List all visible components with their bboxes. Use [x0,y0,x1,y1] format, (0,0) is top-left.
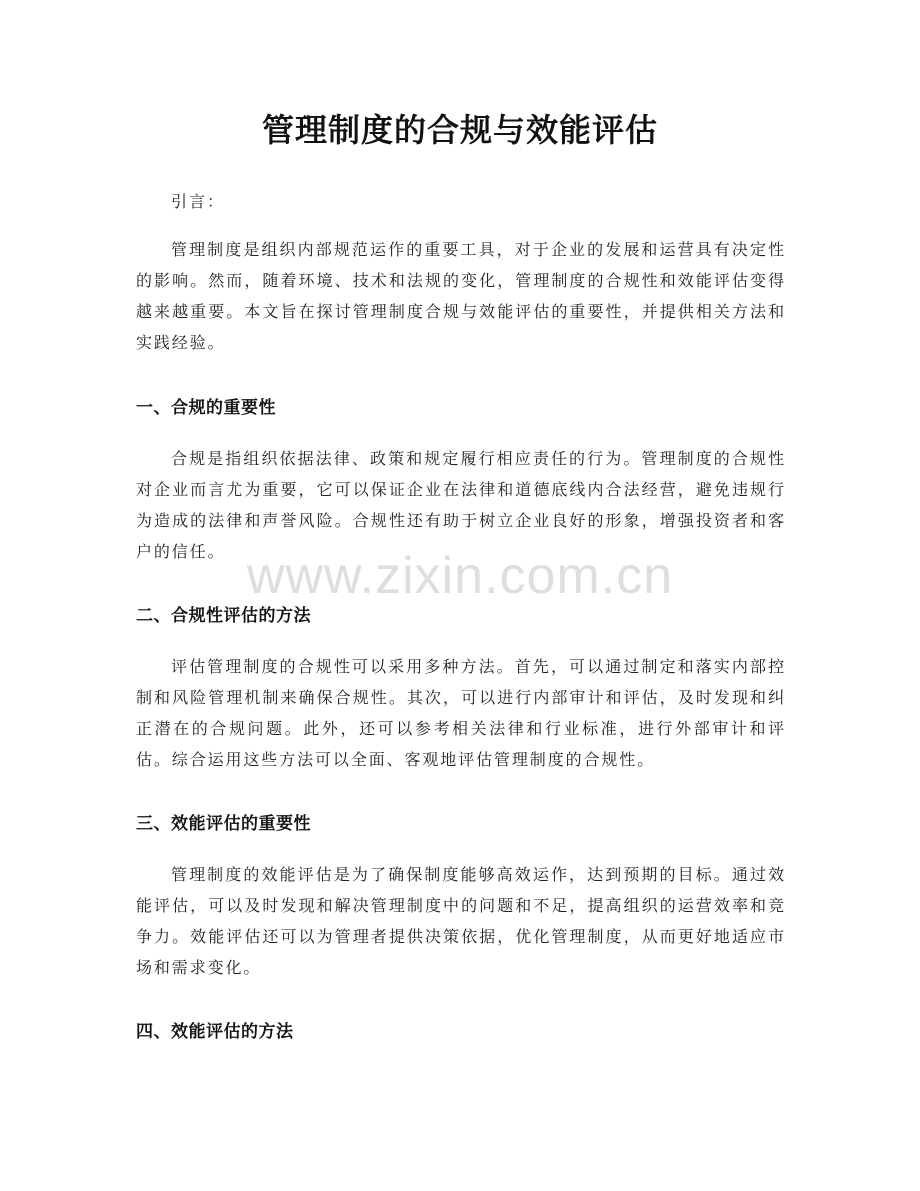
intro-label: 引言： [171,192,226,211]
section-paragraph-1: 合规是指组织依据法律、政策和规定履行相应责任的行为。管理制度的合规性对企业而言尤为重要，它可以保证企业在法律和道德底线内合法经营，避免违规行为造成的法律和声誉风险。合规性还有助于树立企业良好的形象，增强投资者和客户的信任。 [136,449,786,561]
section-paragraph-3: 管理制度的效能评估是为了确保制度能够高效运作，达到预期的目标。通过效能评估，可以及时发现和解决管理制度中的问题和不足，提高组织的运营效率和竞争力。效能评估还可以为管理者提供决策依据，优化管理制度，从而更好地适应市场和需求变化。 [136,865,786,977]
watermark-text: www.zixin.com.cn [246,547,674,605]
section-heading-3: 三、效能评估的重要性 [136,814,311,834]
section-paragraph-2: 评估管理制度的合规性可以采用多种方法。首先，可以通过制定和落实内部控制和风险管理机制来确保合规性。其次，可以进行内部审计和评估，及时发现和纠正潜在的合规问题。此外，还可以参考相关法律和行业标准，进行外部审计和评估。综合运用这些方法可以全面、客观地评估管理制度的合规性。 [136,657,786,769]
section-heading-4: 四、效能评估的方法 [136,1022,294,1042]
section-heading-2: 二、合规性评估的方法 [136,606,311,626]
intro-paragraph: 管理制度是组织内部规范运作的重要工具，对于企业的发展和运营具有决定性的影响。然而，随着环境、技术和法规的变化，管理制度的合规性和效能评估变得越来越重要。本文旨在探讨管理制度合规与效能评估的重要性，并提供相关方法和实践经验。 [136,240,786,352]
document-title: 管理制度的合规与效能评估 [261,111,658,149]
section-heading-1: 一、合规的重要性 [136,398,276,418]
